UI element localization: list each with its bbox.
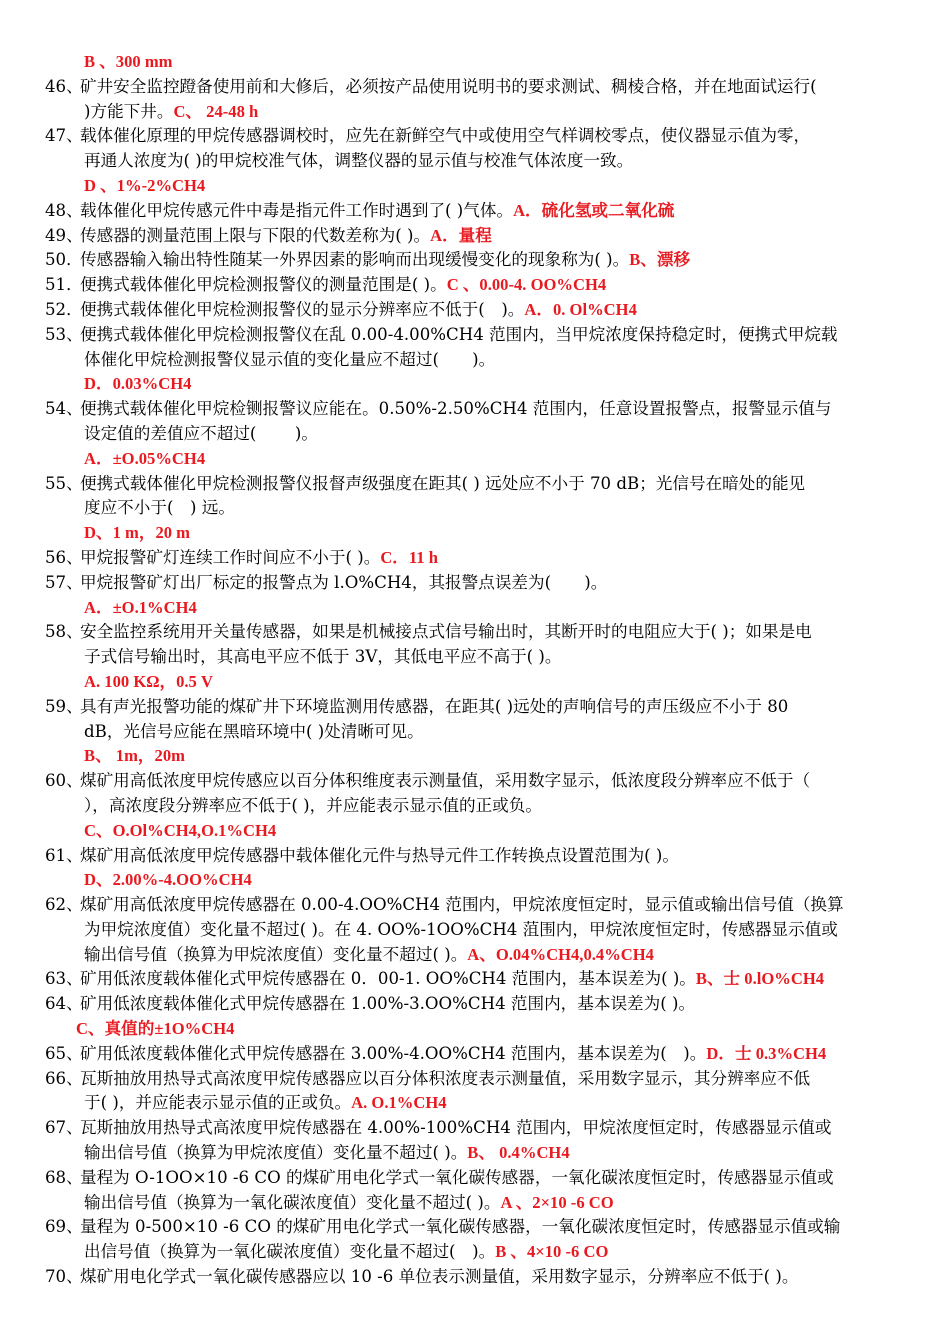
text-run: 出信号值（换算为一氧化碳浓度值）变化量不超过( )。 [84, 1242, 496, 1262]
document-line [0, 273, 950, 298]
question-text [80, 967, 824, 992]
question-number: 59、 [45, 696, 83, 716]
text-run: 输出信号值（换算为甲烷浓度值）变化量不超过( )。 [84, 1143, 468, 1163]
question-number: 63、 [45, 969, 83, 989]
answer-text: D 、1%-2%CH4 [84, 175, 206, 195]
question-number: 70、 [45, 1267, 83, 1287]
question-text [80, 1067, 810, 1092]
document-line [0, 1116, 950, 1141]
document-line [0, 323, 950, 348]
question-continuation [84, 943, 654, 968]
document-line [0, 1141, 950, 1166]
answer-text: D．0.03%CH4 [84, 374, 192, 394]
answer-text: A．±O.1%CH4 [84, 597, 197, 617]
question-continuation [84, 496, 235, 521]
question-continuation [84, 100, 258, 125]
question-continuation [84, 348, 495, 373]
document-line [0, 943, 950, 968]
question-text [80, 769, 810, 794]
answer-line [84, 819, 276, 844]
text-run: 甲烷报警矿灯连续工作时间应不小于( )。 [80, 547, 381, 567]
document-line [0, 769, 950, 794]
answer-text: D、2.00%-4.OO%CH4 [84, 870, 252, 890]
document-line [0, 372, 950, 397]
answer-line [84, 521, 190, 546]
text-run: 便携式载体催化甲烷检测报警仪的显示分辨率应不低于( )。 [80, 299, 525, 319]
question-continuation [84, 794, 542, 819]
text-run: 载体催化甲烷传感元件中毒是指元件工作时遇到了( )气体。 [80, 200, 514, 220]
question-number: 62、 [45, 895, 83, 915]
document-line [0, 893, 950, 918]
text-run: 量程为 0-500×10 -6 CO 的煤矿用电化学式一氧化碳传感器，一氧化碳浓度恒定时，传感器显示值或输 [80, 1217, 841, 1237]
answer-text: B、士 0.lO%CH4 [695, 969, 825, 989]
text-run: 传感器的测量范围上限与下限的代数差称为( )。 [80, 225, 431, 245]
answer-text: D．士 0.3%CH4 [706, 1043, 827, 1063]
question-continuation [84, 1240, 608, 1265]
question-text [80, 1116, 831, 1141]
document-line [0, 149, 950, 174]
question-continuation [84, 720, 424, 745]
question-number: 54、 [45, 399, 83, 419]
text-run: 再通人浓度为( )的甲烷校准气体，调整仪器的显示值与校准气体浓度一致。 [84, 151, 634, 171]
answer-line [84, 744, 185, 769]
text-run: 便携式载体催化甲烷检铡报警议应能在。0.50%-2.50%CH4 范围内，任意设置报警点，报警显示值与 [80, 399, 832, 419]
text-run: 设定值的差值应不超过( )。 [84, 423, 318, 443]
question-number: 67、 [45, 1118, 83, 1138]
document-line [0, 298, 950, 323]
answer-text: C 、0.00-4. OO%CH4 [446, 275, 607, 295]
answer-line [84, 174, 205, 199]
document-line [0, 571, 950, 596]
document-line [0, 720, 950, 745]
question-number: 49、 [45, 225, 83, 245]
text-run: 输出信号值（换算为一氧化碳浓度值）变化量不超过( )。 [84, 1192, 501, 1212]
text-run: 瓦斯抽放用热导式高浓度甲烷传感器在 4.00%-100%CH4 范围内，甲烷浓度恒定时，传感器显示值或 [80, 1118, 832, 1138]
answer-text: D、1 m，20 m [84, 523, 191, 543]
document-line [0, 224, 950, 249]
answer-line [84, 372, 191, 397]
text-run: )方能下井。 [84, 101, 174, 121]
answer-line [84, 50, 173, 75]
question-text [80, 273, 606, 298]
document-line [0, 124, 950, 149]
text-run: 为甲烷浓度值）变化量不超过( )。在 4. OO%-1OO%CH4 菹围内，甲烷浓度恒定时，传感器显示值或 [84, 919, 838, 939]
answer-text: C、真值的±1O%CH4 [76, 1019, 235, 1039]
answer-line [84, 670, 213, 695]
question-text [80, 893, 844, 918]
answer-text: B、 1m，20m [84, 746, 185, 766]
document-line [0, 1067, 950, 1092]
question-text [80, 124, 810, 149]
question-text [80, 844, 679, 869]
document-line [0, 1265, 950, 1290]
document-line [0, 670, 950, 695]
document-line [0, 794, 950, 819]
text-run: 于( )，并应能表示显示值的正或负。 [84, 1093, 352, 1113]
document-line [0, 521, 950, 546]
answer-text: A．0. Ol%CH4 [524, 299, 637, 319]
text-run: 载体催化原理的甲烷传感器调校时，应先在新鲜空气中或使用空气样调校零点，使仪器显示值为零， [80, 126, 811, 146]
answer-text: A 、2×10 -6 CO [500, 1192, 614, 1212]
document-line [0, 992, 950, 1017]
question-text [80, 298, 637, 323]
question-continuation [84, 1091, 447, 1116]
answer-text: A．硫化氢或二氧化硫 [513, 200, 675, 220]
question-number: 61、 [45, 845, 83, 865]
question-number: 60、 [45, 771, 83, 791]
question-number: 66、 [45, 1068, 83, 1088]
question-number: 47、 [45, 126, 83, 146]
text-run: 量程为 O-1OO×10 -6 CO 的煤矿用电化学式一氧化碳传感器，一氧化碳浓度恒定时，传感器显示值或 [80, 1167, 834, 1187]
text-run: 体催化甲烷检测报警仪显示值的变化量应不超过( )。 [84, 349, 496, 369]
document-line [0, 174, 950, 199]
document-line [0, 397, 950, 422]
question-continuation [84, 422, 318, 447]
question-text [80, 695, 788, 720]
answer-text: B 、4×10 -6 CO [495, 1242, 609, 1262]
question-number: 51． [45, 275, 83, 295]
question-continuation [84, 149, 633, 174]
question-text [80, 546, 438, 571]
text-run: 甲烷报警矿灯出厂标定的报警点为 l.O%CH4，其报警点误差为( )。 [80, 572, 608, 592]
question-number: 53、 [45, 324, 83, 344]
answer-text: A、O.04%CH4,0.4%CH4 [467, 944, 654, 964]
answer-line [84, 447, 205, 472]
answer-text: B、 0.4%CH4 [467, 1143, 570, 1163]
answer-text: A. 100 KΩ，0.5 V [84, 671, 213, 691]
question-number: 55、 [45, 473, 83, 493]
document-line [0, 100, 950, 125]
document-line [0, 1215, 950, 1240]
text-run: 便携式载体催化甲烷检测报警仪的测量范围是( )。 [80, 275, 447, 295]
question-continuation [84, 1191, 614, 1216]
question-number: 48、 [45, 200, 83, 220]
document-line [0, 645, 950, 670]
document-line [0, 422, 950, 447]
document-line [0, 75, 950, 100]
answer-text: C、O.Ol%CH4,O.1%CH4 [84, 820, 277, 840]
document-line [0, 918, 950, 943]
question-text [80, 992, 695, 1017]
text-run: 具有声光报警功能的煤矿井下环境监测用传感器，在距其( )远处的声响信号的声压级应不小于 80 [80, 696, 789, 716]
text-run: 矿用低浓度载体催化式甲烷传感器在 3.00%-4.OO%CH4 范围内，基本误差为( )。 [80, 1043, 707, 1063]
answer-text: A．量程 [430, 225, 492, 245]
question-continuation [84, 1141, 570, 1166]
question-text [80, 248, 690, 273]
document-line [0, 496, 950, 521]
question-number: 46、 [45, 76, 83, 96]
document-line [0, 1166, 950, 1191]
text-run: 便携式载体催化甲烷检测报警仪报督声级强度在距其( ) 远处应不小于 70 dB；光信号在暗处的能见 [80, 473, 806, 493]
question-text [80, 397, 831, 422]
question-number: 58、 [45, 622, 83, 642]
document-line [0, 819, 950, 844]
text-run: 安全监控系统用开关量传感器，如果是机械接点式信号输出时，其断开时的电阻应大于( )；如果是电 [80, 622, 812, 642]
text-run: 瓦斯抽放用热导式高浓度甲烷传感器应以百分体积浓度表示测量值，采用数字显示，其分辨率应不低 [80, 1068, 811, 1088]
text-run: 矿用低浓度载体催化式甲烷传感器在 1.00%-3.OO%CH4 范围内，基本误差为( )。 [80, 994, 696, 1014]
document-line [0, 348, 950, 373]
answer-text: B、漂移 [629, 250, 691, 270]
document-line [0, 50, 950, 75]
text-run: 便携式载体催化甲烷检测报警仪在乱 0.00-4.00%CH4 范围内，当甲烷浓度保持稳定时，便携式甲烷载 [80, 324, 838, 344]
answer-text: C．11 h [380, 547, 438, 567]
question-text [80, 75, 817, 100]
answer-text: A. O.1%CH4 [351, 1093, 447, 1113]
question-text [80, 472, 805, 497]
document-line [0, 844, 950, 869]
question-text [80, 224, 492, 249]
answer-line [76, 1017, 234, 1042]
question-text [80, 1265, 798, 1290]
question-number: 56、 [45, 547, 83, 567]
document-page [0, 50, 950, 1290]
text-run: 矿井安全监控蹬备使用前和大修后，必须按产品使用说明书的要求测试、稠棱合格，并在地面试运行( [80, 76, 817, 96]
document-line [0, 620, 950, 645]
answer-text: A．±O.05%CH4 [84, 448, 206, 468]
question-number: 69、 [45, 1217, 83, 1237]
text-run: 煤矿用高低浓度甲烷传感器在 0.00-4.OO%CH4 范围内，甲烷浓度恒定时，显示值或输出信号值（换算 [80, 895, 844, 915]
document-line [0, 868, 950, 893]
question-text [80, 1166, 834, 1191]
answer-line [84, 868, 252, 893]
answer-text: C、 24-48 h [173, 101, 259, 121]
document-line [0, 967, 950, 992]
question-text [80, 620, 812, 645]
document-line [0, 447, 950, 472]
question-continuation [84, 645, 561, 670]
document-line [0, 744, 950, 769]
document-line [0, 1042, 950, 1067]
document-line [0, 596, 950, 621]
answer-text: B 、300 mm [84, 52, 173, 71]
text-run: ），高浓度段分辨率应不低于( )，并应能表示显示值的正或负。 [84, 795, 542, 815]
question-text [80, 1042, 826, 1067]
question-number: 65、 [45, 1043, 83, 1063]
document-line [0, 546, 950, 571]
document-line [0, 248, 950, 273]
question-number: 57、 [45, 572, 83, 592]
question-number: 64、 [45, 994, 83, 1014]
text-run: 传感器输入输出特性随某一外界因素的影响而出现缓慢变化的现象称为( )。 [80, 250, 630, 270]
document-line [0, 1240, 950, 1265]
document-line [0, 199, 950, 224]
question-continuation [84, 918, 838, 943]
document-line [0, 1017, 950, 1042]
text-run: 子式信号输出时，其高电平应不低于 3V，其低电平应不高于( )。 [84, 647, 562, 667]
question-number: 52． [45, 299, 83, 319]
question-text [80, 1215, 840, 1240]
document-line [0, 1191, 950, 1216]
answer-line [84, 596, 197, 621]
text-run: 煤矿用高低浓度甲烷传感器中载体催化元件与热导元件工作转换点设置范围为( )。 [80, 845, 680, 865]
document-line [0, 695, 950, 720]
text-run: 煤矿用高低浓度甲烷传感应以百分体积维度表示测量值，采用数字显示，低浓度段分辨率应不低于（ [80, 771, 811, 791]
text-run: 矿用低浓度载体催化式甲烷传感器在 0．00-1. OO%CH4 范围内，基本误差为( )。 [80, 969, 696, 989]
document-line [0, 1091, 950, 1116]
question-text [80, 199, 674, 224]
question-text [80, 323, 838, 348]
question-text [80, 571, 607, 596]
text-run: dB，光信号应能在黑暗环境中( )处清晰可见。 [84, 721, 424, 741]
text-run: 煤矿用电化学式一氧化碳传感器应以 10 -6 单位表示测量值，采用数字显示，分辨率应不低于( )。 [80, 1267, 799, 1287]
text-run: 输出信号值（换算为甲烷浓度值）变化量不超过( )。 [84, 944, 468, 964]
question-number: 50． [45, 250, 83, 270]
document-line [0, 472, 950, 497]
question-number: 68、 [45, 1167, 83, 1187]
text-run: 度应不小于( ) 远。 [84, 498, 235, 518]
